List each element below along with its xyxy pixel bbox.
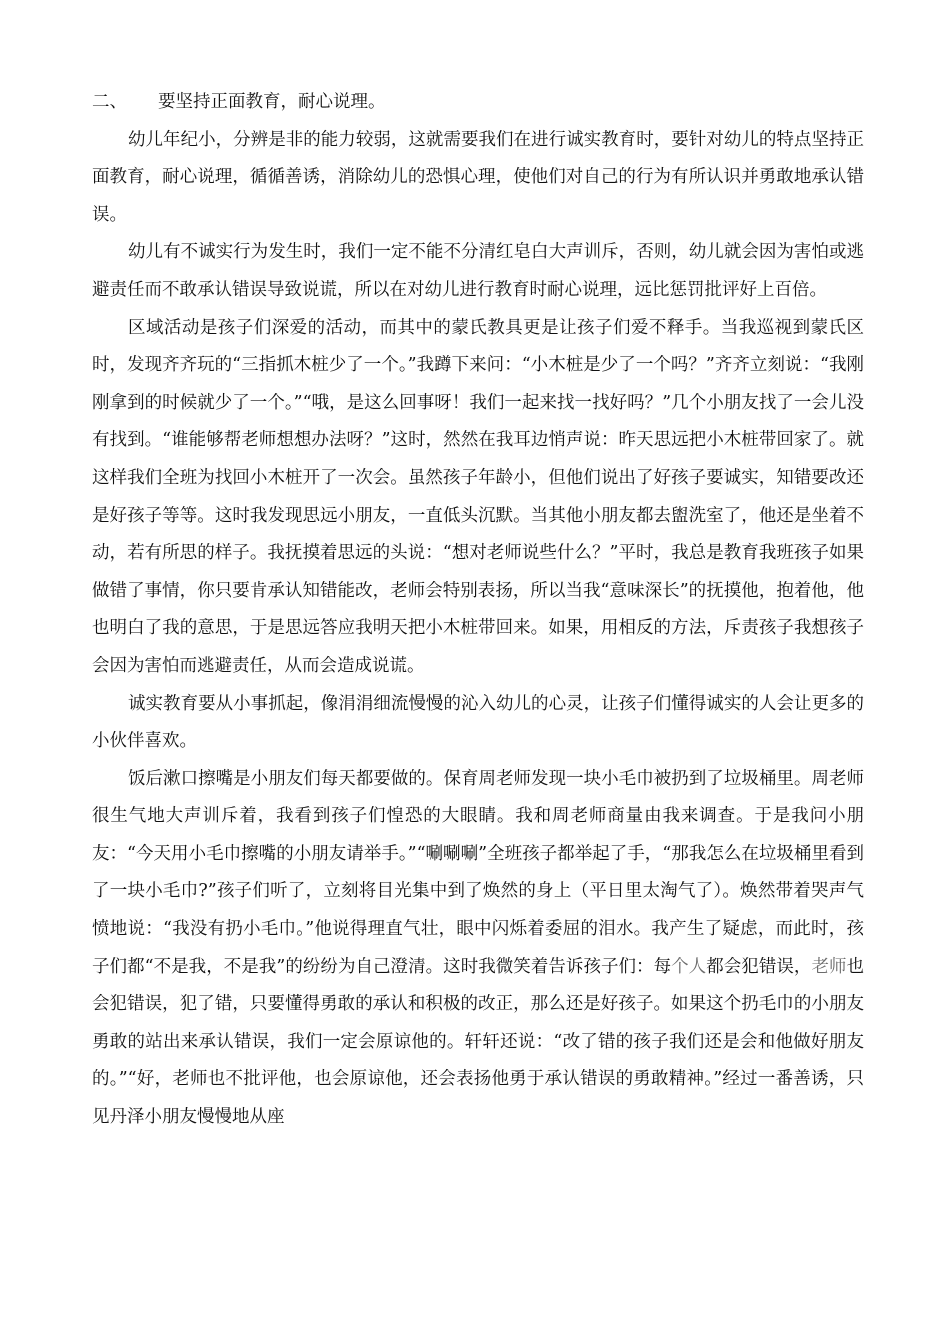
paragraph-5-text-c: 也会犯错误，犯了错，只要懂得勇敢的承认和积极的改正，那么还是好孩子。如果这个扔毛巾的小朋友勇敢的站出来承认错误，我们一定会原谅他的。轩轩还说：“改了错的孩子我们还是会和他做好朋友的。”“好，老师也不批评他，也会原谅他，还会表扬他勇于承认错误的勇敢精神。”经过一番善诱，只见丹泽小朋友慢慢地从座 (92, 956, 865, 1128)
paragraph-5-text-a: 饭后漱口擦嘴是小朋友们每天都要做的。保育周老师发现一块小毛巾被扔到了垃圾桶里。周老师很生气地大声训斥着，我看到孩子们惶恐的大眼睛。我和周老师商量由我来调查。于是我问小朋友：“今天用小毛巾擦嘴的小朋友请举手。”“唰唰唰”全班孩子都举起了手，“那我怎么在垃圾桶里看到了一块小毛巾?”孩子们听了，立刻将目光集中到了焕然的身上（平日里太淘气了）。焕然带着哭声气愤地说：“我没有扔小毛巾。”他说得理直气壮，眼中闪烁着委屈的泪水。我产生了疑虑，而此时，孩子们都“不是我，不是我”的纷纷为自己澄清。这时我微笑着告诉孩子们：每 (92, 768, 864, 977)
paragraph-5-gray-text-b: 老师 (811, 956, 847, 977)
paragraph-4: 诚实教育要从小事抓起，像涓涓细流慢慢的沁入幼儿的心灵，让孩子们懂得诚实的人会让更多的小伙伴喜欢。 (92, 693, 864, 752)
paragraph-1: 幼儿年纪小，分辨是非的能力较弱，这就需要我们在进行诚实教育时，要针对幼儿的特点坚持正面教育，耐心说理，循循善诱，消除幼儿的恐惧心理，使他们对自己的行为有所认识并勇敢地承认错误。 (92, 129, 864, 225)
section-number: 二、 (92, 92, 127, 112)
section-title: 要坚持正面教育，耐心说理。 (158, 92, 386, 112)
paragraph-5-gray-text-a: 个人 (671, 956, 707, 977)
paragraph-3: 区域活动是孩子们深爱的活动，而其中的蒙氏教具更是让孩子们爱不释手。当我巡视到蒙氏区时，发现齐齐玩的“三指抓木桩少了一个。”我蹲下来问：“小木桩是少了一个吗？”齐齐立刻说：“我刚刚拿到的时候就少了一个。”“哦，是这么回事呀！我们一起来找一找好吗？”几个小朋友找了一会儿没有找到。“谁能够帮老师想想办法呀？”这时，然然在我耳边悄声说：昨天思远把小木桩带回家了。就这样我们全班为找回小木桩开了一次会。虽然孩子年龄小，但他们说出了好孩子要诚实，知错要改还是好孩子等等。这时我发现思远小朋友，一直低头沉默。当其他小朋友都去盥洗室了，他还是坐着不动，若有所思的样子。我抚摸着思远的头说：“想对老师说些什么？”平时，我总是教育我班孩子如果做错了事情，你只要肯承认知错能改，老师会特别表扬，所以当我“意味深长”的抚摸他，抱着他，他也明白了我的意思，于是思远答应我明天把小木桩带回来。如果，用相反的方法，斥责孩子我想孩子会因为害怕而逃避责任，从而会造成说谎。 (92, 317, 864, 676)
paragraph-5-text-b: 都会犯错误， (706, 956, 812, 977)
paragraph-5 (92, 761, 864, 1137)
section-heading (92, 84, 864, 122)
document-body (92, 84, 864, 1137)
paragraph-2: 幼儿有不诚实行为发生时，我们一定不能不分清红皂白大声训斥，否则，幼儿就会因为害怕或逃避责任而不敢承认错误导致说谎，所以在对幼儿进行教育时耐心说理，远比惩罚批评好上百倍。 (92, 242, 864, 300)
